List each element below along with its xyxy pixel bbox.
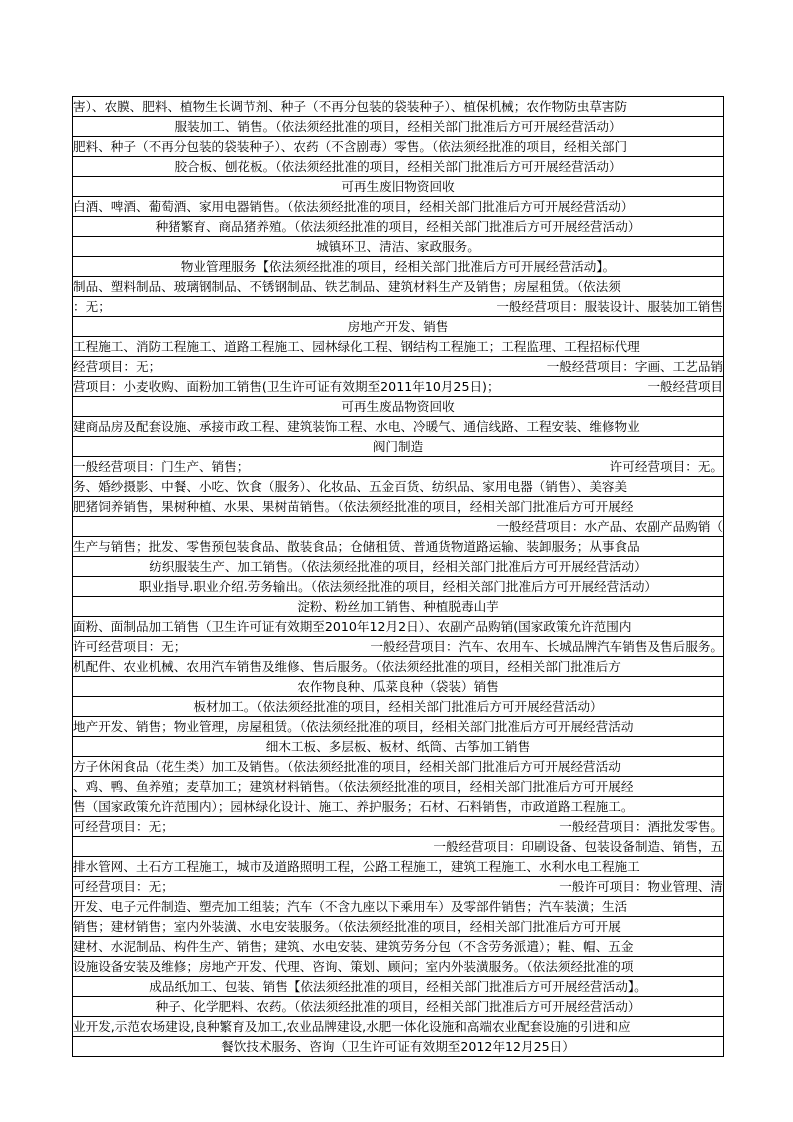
cell-text: 肥料、种子（不再分包装的袋装种子）、农药（不含剧毒）零售。（依法须经批准的项目，经相关部门 [73,139,628,154]
cell-text: 建材、水泥制品、构件生产、销售；建筑、水电安装、建筑劳务分包（不含劳务派遣）；鞋、帽、五金 [73,939,634,954]
cell-text: 许可经营项目：无。 [609,459,723,474]
cell-text: 一般经营项目：字画、工艺品销 [546,359,723,374]
table-row[interactable] [73,437,723,457]
table-row[interactable] [73,737,723,757]
table-row[interactable] [73,597,723,617]
table-row[interactable] [73,977,723,997]
cell-text: 服装加工、销售。（依法须经批准的项目，经相关部门批准后方可开展经营活动） [174,119,622,134]
table-row[interactable] [73,217,723,237]
table-row[interactable] [73,277,723,297]
table-row[interactable] [73,677,723,697]
cell-text: 方子休闲食品（花生类）加工及销售。（依法须经批准的项目，经相关部门批准后方可开展经营活动 [73,759,621,774]
table-row[interactable] [73,377,723,397]
table-row[interactable] [73,117,723,137]
cell-text: 肥猪饲养销售，果树种植、水果、果树苗销售。（依法须经批准的项目，经相关部门批准后方可开展经 [73,499,634,514]
cell-text: 一般经营项目：印刷设备、包装设备制造、销售，五 [433,839,723,854]
table-row[interactable] [73,517,723,537]
cell-text: 地产开发、销售；物业管理，房屋租赁。（依法须经批准的项目，经相关部门批准后方可开展经营活动 [73,719,634,734]
table-row[interactable] [73,657,723,677]
table-row[interactable] [73,717,723,737]
table-row[interactable] [73,157,723,177]
table-row[interactable] [73,897,723,917]
cell-text: 物业管理服务【依法须经批准的项目，经相关部门批准后方可开展经营活动】。 [180,259,616,274]
table-row[interactable] [73,637,723,657]
table-row[interactable] [73,777,723,797]
table-row[interactable] [73,577,723,597]
table-row[interactable] [73,817,723,837]
table-row[interactable] [73,337,723,357]
cell-text: 销售；建材销售；室内外装潢、水电安装服务。（依法须经批准的项目，经相关部门批准后方可开展 [73,919,621,934]
cell-text: 可再生废旧物资回收 [341,179,455,194]
table-row[interactable] [73,397,723,417]
cell-text: 一般许可项目：物业管理、清 [559,879,723,894]
cell-text: 胶合板、刨花板。（依法须经批准的项目，经相关部门批准后方可开展经营活动） [174,159,622,174]
table-row[interactable] [73,97,723,117]
table-row[interactable] [73,837,723,857]
table-row[interactable] [73,257,723,277]
cell-text: 营项目：小麦收购、面粉加工销售(卫生许可证有效期至2011年10月25日)； [73,379,500,394]
cell-text: 一般经营项目：汽车、农用车、长城品牌汽车销售及售后服务。 [370,639,723,654]
table-row[interactable] [73,617,723,637]
cell-text: 可再生废品物资回收 [341,399,455,414]
table-row[interactable] [73,317,723,337]
cell-text: 淀粉、粉丝加工销售、种植脱毒山芋 [297,599,499,614]
table-row[interactable] [73,757,723,777]
cell-text: 成品纸加工、包装、销售【依法须经批准的项目，经相关部门批准后方可开展经营活动】。 [149,979,647,994]
cell-text: 纺织服装生产、加工销售。（依法须经批准的项目，经相关部门批准后方可开展经营活动） [149,559,647,574]
table-row[interactable] [73,877,723,897]
table-row[interactable] [73,177,723,197]
table-row[interactable] [73,1017,723,1037]
cell-text: 面粉、面制品加工销售（卫生许可证有效期至2010年12月2日）、农副产品购销(国家政策允许范围内 [73,619,632,634]
cell-text: 房地产开发、销售 [347,319,449,334]
cell-text: 一般经营项目：门生产、销售； [73,459,250,474]
table-row[interactable] [73,857,723,877]
table-row[interactable] [73,557,723,577]
cell-text: 建商品房及配套设施、承接市政工程、建筑装饰工程、水电、冷暖气、通信线路、工程安装、维修物业 [73,419,640,434]
cell-text: 板材加工。（依法须经批准的项目，经相关部门批准后方可开展经营活动） [193,699,603,714]
table-row[interactable] [73,957,723,977]
table-row[interactable] [73,297,723,317]
cell-text: 排水管网、土石方工程施工，城市及道路照明工程，公路工程施工，建筑工程施工、水利水电工程施工 [73,859,640,874]
cell-text: 、鸡、鸭、鱼养殖；麦草加工；建筑材料销售。（依法须经批准的项目，经相关部门批准后方可开展经 [73,779,634,794]
cell-text: 一般经营项目：酒批发零售。 [559,819,723,834]
cell-text: 阀门制造 [372,439,424,454]
cell-text: 农作物良种、瓜菜良种（袋装）销售 [297,679,499,694]
cell-text: 种猪繁育、商品猪养殖。（依法须经批准的项目，经相关部门批准后方可开展经营活动） [155,219,641,234]
cell-text: 一般经营项目 [647,379,723,394]
cell-text: ：无； [73,299,111,314]
cell-text: 城镇环卫、清洁、家政服务。 [316,239,480,254]
table-row[interactable] [73,1037,723,1057]
cell-text: 细木工板、多层板、板材、纸筒、古筝加工销售 [265,739,531,754]
cell-text: 白酒、啤酒、葡萄酒、家用电器销售。（依法须经批准的项目，经相关部门批准后方可开展经营活动） [73,199,634,214]
spreadsheet-table [72,96,724,1057]
cell-text: 售（国家政策允许范围内）；园林绿化设计、施工、养护服务；石材、石料销售，市政道路工程施工。 [73,799,634,814]
table-row[interactable] [73,537,723,557]
cell-text: 制品、塑料制品、玻璃钢制品、不锈钢制品、铁艺制品、建筑材料生产及销售；房屋租赁。（依法须 [73,279,621,294]
cell-text: 工程施工、消防工程施工、道路工程施工、园林绿化工程、钢结构工程施工；工程监理、工程招标代理 [73,339,640,354]
cell-text: 害）、农膜、肥料、植物生长调节剂、种子（不再分包装的袋装种子）、植保机械；农作物防虫草害防 [73,99,628,114]
table-row[interactable] [73,477,723,497]
cell-text: 一般经营项目：水产品、农副产品购销（ [496,519,723,534]
table-row[interactable] [73,197,723,217]
table-row[interactable] [73,237,723,257]
cell-text: 设施设备安装及维修；房地产开发、代理、咨询、策划、顾问；室内外装潢服务。（依法须经批准的项 [73,959,634,974]
cell-text: 机配件、农业机械、农用汽车销售及维修、售后服务。（依法须经批准的项目，经相关部门批准后方 [73,659,621,674]
table-row[interactable] [73,997,723,1017]
table-row[interactable] [73,417,723,437]
cell-text: 可经营项目：无； [73,819,174,834]
cell-text: 种子、化学肥料、农药。（依法须经批准的项目，经相关部门批准后方可开展经营活动） [155,999,641,1014]
cell-text: 务、婚纱摄影、中餐、小吃、饮食（服务）、化妆品、五金百货、纺织品、家用电器（销售）、美容美 [73,479,628,494]
cell-text: 职业指导.职业介绍.劳务输出。（依法须经批准的项目，经相关部门批准后方可开展经营活动） [138,579,658,594]
cell-text: 开发、电子元件制造、塑壳加工组装；汽车（不含九座以下乘用车）及零部件销售；汽车装潢；生活 [73,899,628,914]
cell-text: 业开发,示范农场建设,良种繁育及加工,农业品牌建设,水肥一体化设施和高端农业配套设施的引进和应 [73,1019,631,1034]
cell-text: 许可经营项目：无； [73,639,187,654]
table-row[interactable] [73,797,723,817]
cell-text: 一般经营项目：服装设计、服装加工销售 [496,299,723,314]
cell-text: 生产与销售；批发、零售预包装食品、散装食品；仓储租赁、普通货物道路运输、装卸服务；从事食品 [73,539,640,554]
table-row[interactable] [73,357,723,377]
cell-text: 经营项目：无； [73,359,162,374]
table-row[interactable] [73,497,723,517]
table-row[interactable] [73,937,723,957]
cell-text: 餐饮技术服务、咨询（卫生许可证有效期至2012年12月25日） [221,1039,575,1054]
table-row[interactable] [73,697,723,717]
table-row[interactable] [73,457,723,477]
table-row[interactable] [73,137,723,157]
cell-text: 可经营项目：无； [73,879,174,894]
table-row[interactable] [73,917,723,937]
